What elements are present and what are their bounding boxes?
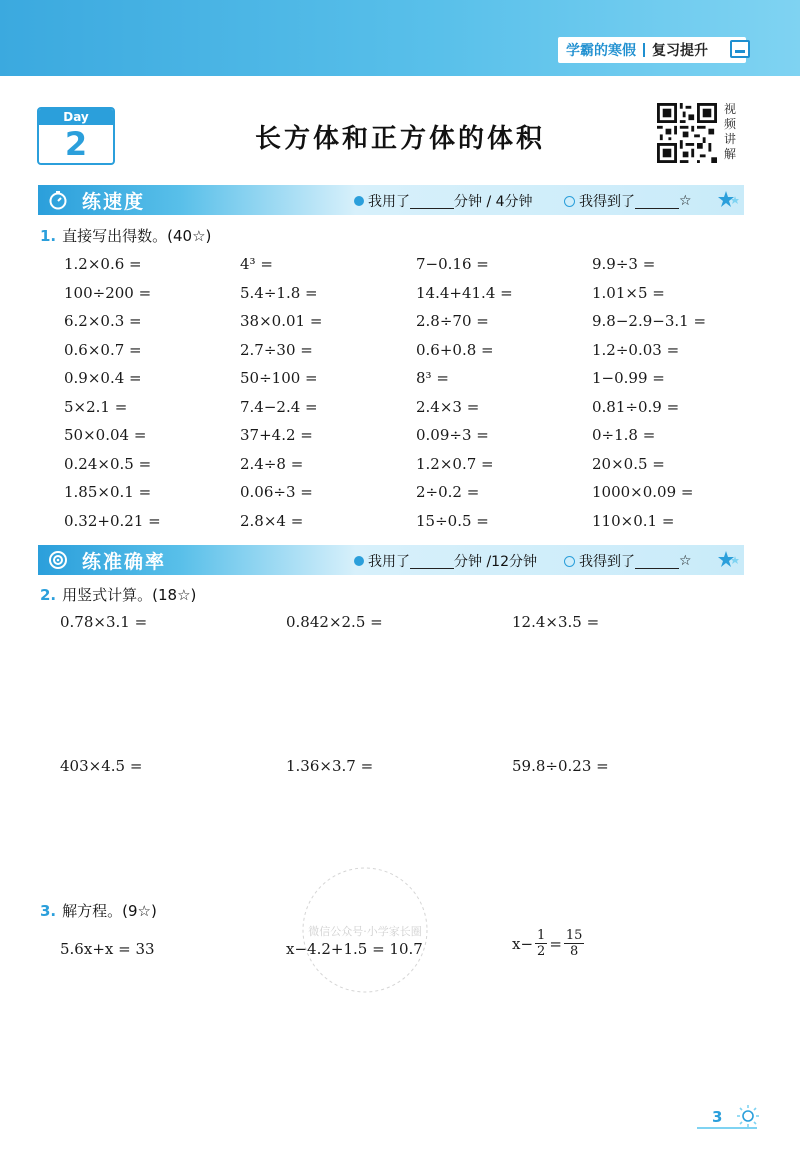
question-text: 解方程。(9☆) xyxy=(62,902,157,920)
calc-item: 0÷1.8 = xyxy=(592,426,656,444)
stopwatch-icon xyxy=(48,190,68,210)
target-icon xyxy=(48,550,68,570)
calc-item: 2.8×4 = xyxy=(240,511,304,530)
time-used xyxy=(354,191,533,211)
calc-item: 0.32+0.21 = xyxy=(64,511,161,530)
score-got xyxy=(564,551,692,571)
drop-icon xyxy=(354,556,364,566)
calc-item: 1.2×0.6 = xyxy=(64,255,142,273)
question-number: 2. xyxy=(40,586,57,604)
calc-item: 37+4.2 = xyxy=(240,426,313,444)
equals-sign: = xyxy=(549,934,562,953)
sun-icon xyxy=(736,1104,760,1128)
day-number: 2 xyxy=(64,125,88,163)
question-2-title xyxy=(40,584,196,605)
calc-item: 9.9÷3 = xyxy=(592,255,656,273)
stars-icon xyxy=(718,190,740,210)
day-label: Day xyxy=(39,109,113,125)
question-text: 用竖式计算。(18☆) xyxy=(62,586,197,604)
calc-item: 0.9×0.4 = xyxy=(64,369,142,387)
calc-item: 1−0.99 = xyxy=(592,369,665,387)
page-number: 3 xyxy=(712,1108,723,1126)
stars-icon xyxy=(718,550,740,570)
calc-item: 1.2×0.7 = xyxy=(416,454,494,473)
calc-item: 110×0.1 = xyxy=(592,511,675,530)
calc-item: 1.01×5 = xyxy=(592,283,665,302)
fraction-denominator: 2 xyxy=(537,944,546,959)
question-number: 1. xyxy=(40,227,57,245)
calc-item: 20×0.5 = xyxy=(592,454,665,473)
vertical-calc-item: 59.8÷0.23 = xyxy=(512,757,609,775)
calc-item: 5.4÷1.8 = xyxy=(240,283,318,302)
book-icon xyxy=(730,40,750,58)
time-suffix: 分钟 /12分钟 xyxy=(454,554,537,570)
calc-item: 8³ = xyxy=(416,369,449,387)
brand-right: 复习提升 xyxy=(652,43,708,59)
qr-caption-char: 视 xyxy=(723,102,736,116)
calc-item: 2.4÷8 = xyxy=(240,454,304,473)
page-title: 长方体和正方体的体积 xyxy=(254,124,545,154)
qr-caption-char: 讲 xyxy=(723,132,736,146)
calc-item: 4³ = xyxy=(240,255,273,273)
fraction-denominator: 8 xyxy=(570,944,579,959)
calc-item: 1.2÷0.03 = xyxy=(592,340,680,359)
time-prefix: 我用了 xyxy=(368,194,410,210)
score-prefix: 我得到了 xyxy=(579,194,635,210)
section-title: 练准确率 xyxy=(82,551,167,573)
calc-item: 38×0.01 = xyxy=(240,312,323,330)
calc-item: 1000×0.09 = xyxy=(592,483,694,501)
calc-item: 6.2×0.3 = xyxy=(64,312,142,330)
question-3-title xyxy=(40,900,157,921)
time-suffix: 分钟 / 4分钟 xyxy=(454,194,533,210)
check-icon xyxy=(564,196,575,207)
calc-item: 2.8÷70 = xyxy=(416,312,489,330)
fraction-numerator: 1 xyxy=(537,928,546,943)
vertical-calc-item: 12.4×3.5 = xyxy=(512,613,600,631)
question-1-title xyxy=(40,225,211,246)
drop-icon xyxy=(354,196,364,206)
section-accuracy-bar xyxy=(38,545,744,575)
qr-caption xyxy=(722,102,738,162)
equation-1: 5.6x+x = 33 xyxy=(60,940,155,958)
oral-calc-grid xyxy=(64,250,724,535)
watermark-stamp xyxy=(290,855,440,1005)
brand-tag xyxy=(558,37,746,63)
calc-item: 7.4−2.4 = xyxy=(240,397,318,416)
brand-separator xyxy=(643,43,645,57)
vertical-calc-item: 403×4.5 = xyxy=(60,757,143,775)
calc-item: 50×0.04 = xyxy=(64,426,147,444)
section-speed-bar xyxy=(38,185,744,215)
calc-item: 9.8−2.9−3.1 = xyxy=(592,312,707,330)
watermark-text: 微信公众号·小学家长圈 xyxy=(308,925,422,938)
calc-item: 0.06÷3 = xyxy=(240,483,313,501)
qr-caption-char: 解 xyxy=(723,147,736,161)
calc-item: 100÷200 = xyxy=(64,283,152,302)
calc-item: 14.4+41.4 = xyxy=(416,283,513,302)
calc-item: 0.6×0.7 = xyxy=(64,340,142,359)
time-blank[interactable] xyxy=(410,554,454,569)
question-number: 3. xyxy=(40,902,57,920)
calc-item: 0.24×0.5 = xyxy=(64,454,152,473)
score-blank[interactable] xyxy=(635,194,679,209)
calc-item: 2.4×3 = xyxy=(416,397,480,416)
equation-3 xyxy=(512,928,586,959)
equation-3-prefix: x− xyxy=(512,934,534,953)
time-prefix: 我用了 xyxy=(368,554,410,570)
score-got xyxy=(564,191,692,211)
section-title: 练速度 xyxy=(82,191,146,213)
calc-item: 2.7÷30 = xyxy=(240,340,313,359)
equation-2: x−4.2+1.5 = 10.7 xyxy=(286,940,423,958)
check-icon xyxy=(564,556,575,567)
score-suffix: ☆ xyxy=(679,193,692,209)
score-suffix: ☆ xyxy=(679,553,692,569)
calc-item: 2÷0.2 = xyxy=(416,483,480,501)
vertical-calc-item: 0.78×3.1 = xyxy=(60,613,148,631)
qr-code-icon[interactable] xyxy=(657,103,717,163)
fraction xyxy=(564,928,585,959)
fraction xyxy=(535,928,547,959)
qr-caption-char: 频 xyxy=(723,117,736,131)
calc-item: 0.6+0.8 = xyxy=(416,340,494,359)
time-blank[interactable] xyxy=(410,194,454,209)
question-text: 直接写出得数。(40☆) xyxy=(62,227,212,245)
calc-item: 1.85×0.1 = xyxy=(64,483,152,501)
vertical-calc-item: 0.842×2.5 = xyxy=(286,613,383,631)
calc-item: 50÷100 = xyxy=(240,369,318,387)
calc-item: 7−0.16 = xyxy=(416,255,489,273)
calc-item: 15÷0.5 = xyxy=(416,511,489,530)
calc-item: 0.81÷0.9 = xyxy=(592,397,680,416)
calc-item: 0.09÷3 = xyxy=(416,426,489,444)
fraction-numerator: 15 xyxy=(565,928,583,943)
score-prefix: 我得到了 xyxy=(579,554,635,570)
brand-left: 学霸的寒假 xyxy=(566,43,636,59)
time-used xyxy=(354,551,537,571)
calc-item: 5×2.1 = xyxy=(64,397,128,416)
vertical-calc-item: 1.36×3.7 = xyxy=(286,757,374,775)
score-blank[interactable] xyxy=(635,554,679,569)
